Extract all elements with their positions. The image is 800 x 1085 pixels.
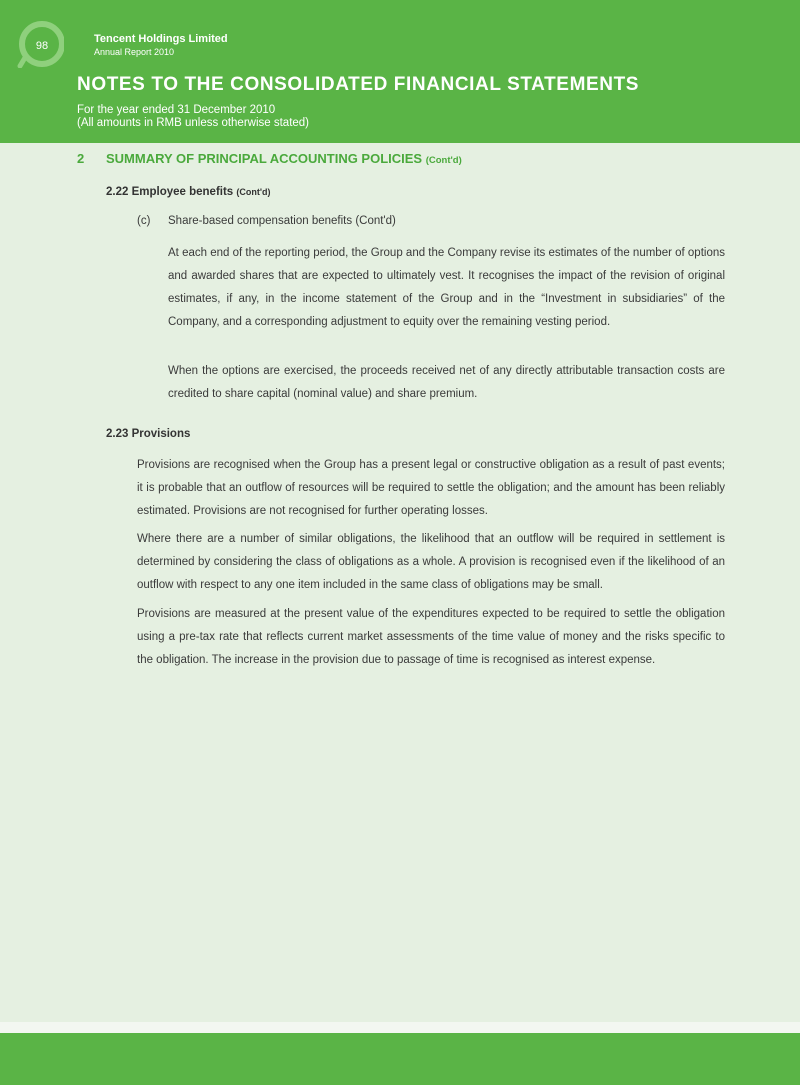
section-number: 2 — [77, 151, 85, 166]
paragraph-options-exercised: When the options are exercised, the proceeds received net of any directly attributable transaction costs are credited to share capital (nominal value) and share premium. — [168, 365, 725, 400]
paragraph-provisions-measured: Provisions are measured at the present value of the expenditures expected to be required to settle the obligation using a pre-tax rate that reflects current market assessments of the time value of money and the risks specific to the obligation. The increase in the provision due to passage of time is recognised as interest expense. — [137, 608, 725, 666]
company-name: Tencent Holdings Limited — [94, 33, 228, 45]
footer-stripe — [0, 1022, 800, 1033]
paragraph-vesting-estimates: At each end of the reporting period, the Group and the Company revise its estimates of the number of options and awarded shares that are expected to ultimately vest. It recognises the impact of the revision of original estimates, if any, in the income statement of the Group and in the “Investment in subsidiaries” of the Company, and a corresponding adjustment to equity over the remaining vesting period. — [168, 247, 725, 328]
item-tag: (c) — [137, 215, 151, 227]
page-footer — [0, 1033, 800, 1085]
subtitle-period: For the year ended 31 December 2010 — [77, 104, 276, 116]
subsection-heading-2-23 — [106, 428, 190, 440]
item-heading-c — [137, 215, 396, 227]
subsection-title: 2.22 Employee benefits — [106, 186, 234, 198]
section-contd: (Cont'd) — [425, 155, 462, 166]
report-name: Annual Report 2010 — [94, 47, 175, 57]
page-subtitle — [77, 104, 309, 130]
subtitle-currency: (All amounts in RMB unless otherwise stated) — [77, 117, 310, 129]
section-heading — [77, 151, 462, 166]
paragraph-similar-obligations: Where there are a number of similar obligations, the likelihood that an outflow will be required in settlement is determined by considering the class of obligations as a whole. A provision is recognised even if the likelihood of an outflow with respect to any one item included in the same class of obligations may be small. — [137, 533, 725, 591]
subsection-contd: (Cont'd) — [236, 187, 271, 197]
subsection-heading-2-22 — [106, 186, 271, 198]
paragraph-provisions-recognised: Provisions are recognised when the Group has a present legal or constructive obligation as a result of past events; it is probable that an outflow of resources will be required to settle the obligation; and the amount has been reliably estimated. Provisions are not recognised for further operating losses. — [137, 459, 725, 517]
page-title: NOTES TO THE CONSOLIDATED FINANCIAL STATEMENTS — [77, 74, 640, 95]
section-title: SUMMARY OF PRINCIPAL ACCOUNTING POLICIES — [106, 151, 423, 166]
subsection-title: 2.23 Provisions — [106, 428, 191, 440]
item-title: Share-based compensation benefits (Cont'd) — [168, 215, 396, 227]
page-number: 98 — [35, 40, 49, 52]
page-header — [0, 0, 800, 143]
